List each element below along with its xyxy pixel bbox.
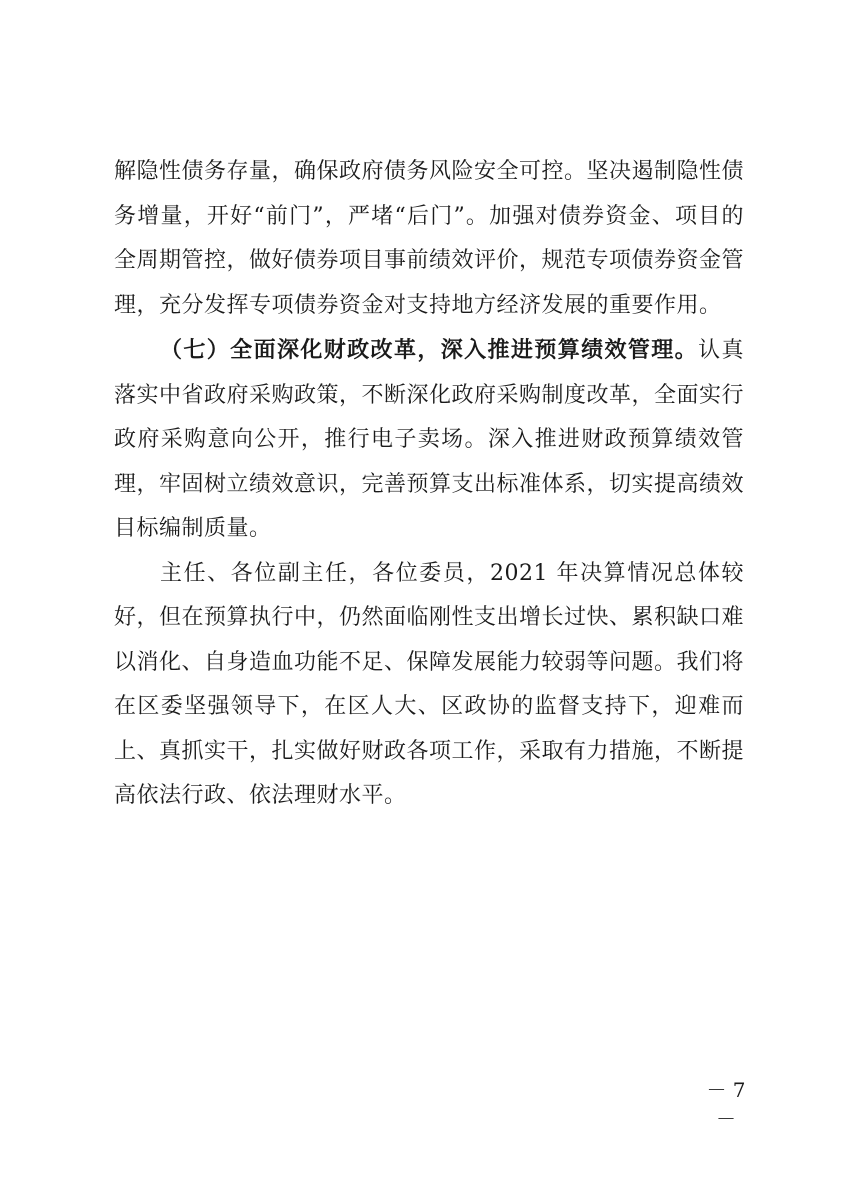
paragraph-text: 解隐性债务存量，确保政府债务风险安全可控。坚决遏制隐性债务增量，开好“前门”，严堵“后门”。加强对债券资金、项目的全周期管控，做好债券项目事前绩效评价，规范专项债券资金管理，充分发挥专项债券资金对支持地方经济发展的重要作用。	[114, 159, 745, 318]
paragraph-debt-management	[114, 150, 744, 328]
paragraph-fiscal-reform	[114, 328, 744, 552]
section-heading: （七）全面深化财政改革，深入推进预算绩效管理。	[160, 337, 699, 363]
paragraph-conclusion	[114, 552, 744, 819]
paragraph-text: 认真落实中省政府采购政策，不断深化政府采购制度改革，全面实行政府采购意向公开，推行电子卖场。深入推进财政预算绩效管理，牢固树立绩效意识，完善预算支出标准体系，切实提高绩效目标编制质量。	[114, 338, 745, 541]
document-body	[114, 150, 744, 819]
page-number: － 7 －	[706, 1078, 746, 1131]
paragraph-text: 主任、各位副主任，各位委员，2021 年决算情况总体较好，但在预算执行中，仍然面临刚性支出增长过快、累积缺口难以消化、自身造血功能不足、保障发展能力较弱等问题。我们将在区委坚强领导下，在区人大、区政协的监督支持下，迎难而上、真抓实干，扎实做好财政各项工作，采取有力措施，不断提高依法行政、依法理财水平。	[114, 560, 745, 808]
